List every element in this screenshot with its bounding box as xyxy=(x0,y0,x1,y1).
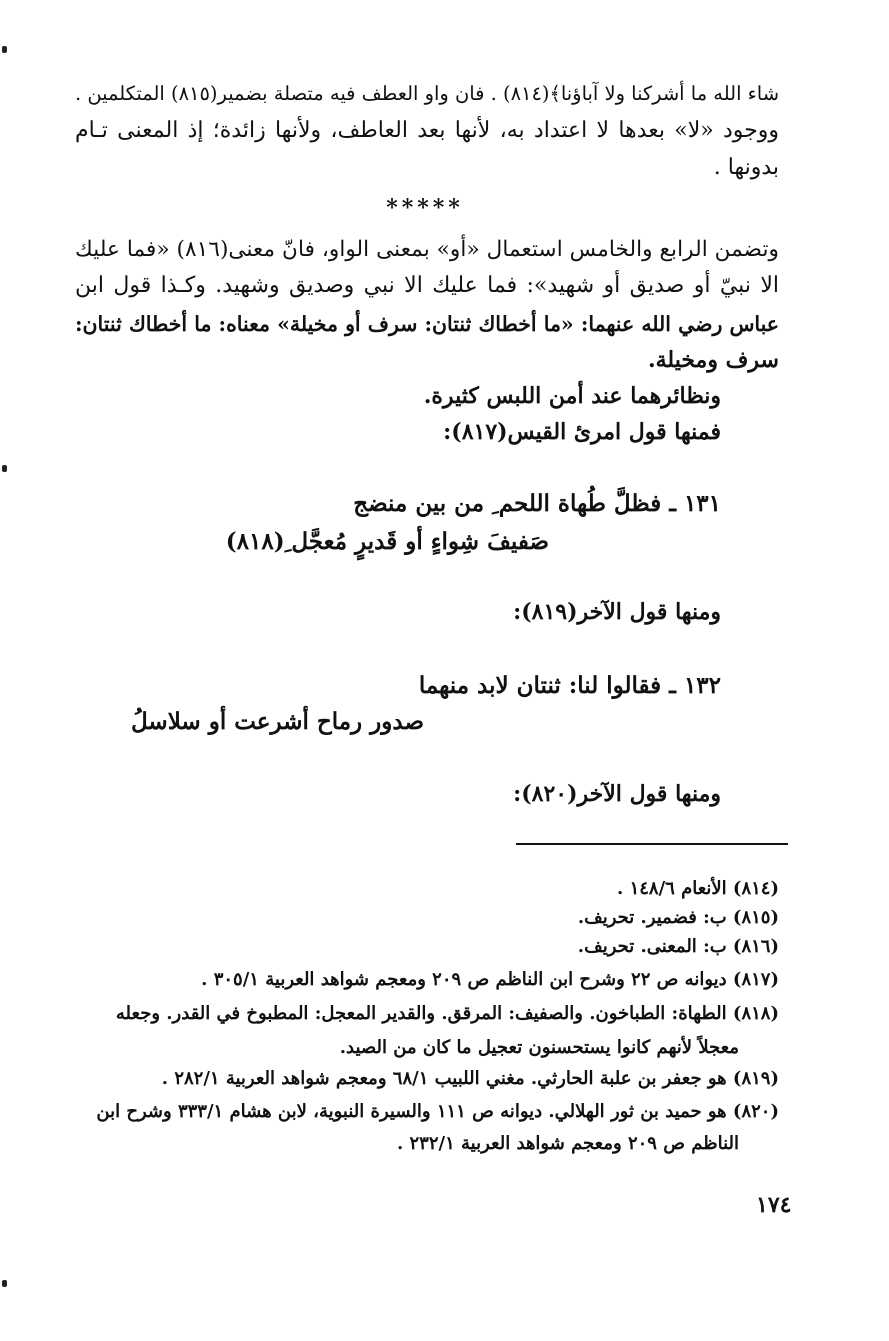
body-line: عباس رضي الله عنهما: «ما أخطاك ثنتان: سرف أو مخيلة» معناه: ما أخطاك ثنتان: xyxy=(75,312,779,336)
scan-mark xyxy=(2,465,7,472)
verse-131-second-hemistich: صَفيفَ شِواءٍ أو قَديرٍ مُعجَّل ِ(٨١٨) xyxy=(225,528,549,555)
footnote-818-continuation: معجلاً لأنهم كانوا يستحسنون تعجيل ما كان من الصيد. xyxy=(339,1037,739,1058)
body-line: سرف ومخيلة. xyxy=(647,347,779,373)
footnote-817: (٨١٧) ديوانه ص ٢٢ وشرح ابن الناظم ص ٢٠٩ ومعجم شواهد العربية ٣٠٥/١ . xyxy=(201,969,779,990)
section-separator: ***** xyxy=(386,195,464,221)
body-line: ووجود «لا» بعدها لا اعتداد به، لأنها بعد العاطف، ولأنها زائدة؛ إذ المعنى تـام xyxy=(75,118,779,143)
footnote-819: (٨١٩) هو جعفر بن علبة الحارثي. مغني اللبيب ٦٨/١ ومعجم شواهد العربية ٢٨٢/١ . xyxy=(161,1068,779,1089)
footnote-818: (٨١٨) الطهاة: الطباخون. والصفيف: المرقق. والقدير المعجل: المطبوخ في القدر. وجعله xyxy=(115,1003,779,1024)
footnote-816: (٨١٦) ب: المعنى. تحريف. xyxy=(577,936,779,957)
quote-intro: ومنها قول الآخر(٨١٩): xyxy=(513,599,721,625)
footnote-820-continuation: الناظم ص ٢٠٩ ومعجم شواهد العربية ٢٣٢/١ . xyxy=(396,1133,739,1154)
page-number: ١٧٤ xyxy=(756,1192,792,1218)
footnote-815: (٨١٥) ب: فضمير. تحريف. xyxy=(577,907,779,928)
body-line: وتضمن الرابع والخامس استعمال «أو» بمعنى الواو، فانّ معنى(٨١٦) «فما عليك xyxy=(75,237,779,262)
body-line: بدونها . xyxy=(713,155,779,180)
verse-131-first-hemistich: ١٣١ ـ فظلَّ طُهاة اللحم ِ من بين منضج xyxy=(353,490,721,517)
footnote-814: (٨١٤) الأنعام ١٤٨/٦ . xyxy=(617,878,779,899)
footnote-820: (٨٢٠) هو حميد بن ثور الهلالي. ديوانه ص ١١١ والسيرة النبوية، لابن هشام ٣٣٣/١ وشرح ابن xyxy=(96,1101,779,1122)
body-line: الا نبيّ أو صديق أو شهيد»: فما عليك الا نبي وصديق وشهيد. وكـذا قول ابن xyxy=(75,273,779,298)
scan-mark xyxy=(2,1280,7,1287)
quote-intro: ومنها قول الآخر(٨٢٠): xyxy=(513,781,721,807)
verse-132-second-hemistich: صدور رماح أشرعت أو سلاسلُ xyxy=(131,708,424,735)
body-line: ونظائرهما عند أمن اللبس كثيرة. xyxy=(423,383,721,409)
footnote-divider xyxy=(516,843,788,845)
verse-132-first-hemistich: ١٣٢ ـ فقالوا لنا: ثنتان لابد منهما xyxy=(418,672,721,699)
scan-mark xyxy=(2,46,7,53)
body-line: شاء الله ما أشركنا ولا آباؤنا﴾(٨١٤) . فان واو العطف فيه متصلة بضمير(٨١٥) المتكلمين . xyxy=(75,82,779,105)
body-line: فمنها قول امرئ القيس(٨١٧): xyxy=(443,419,721,445)
